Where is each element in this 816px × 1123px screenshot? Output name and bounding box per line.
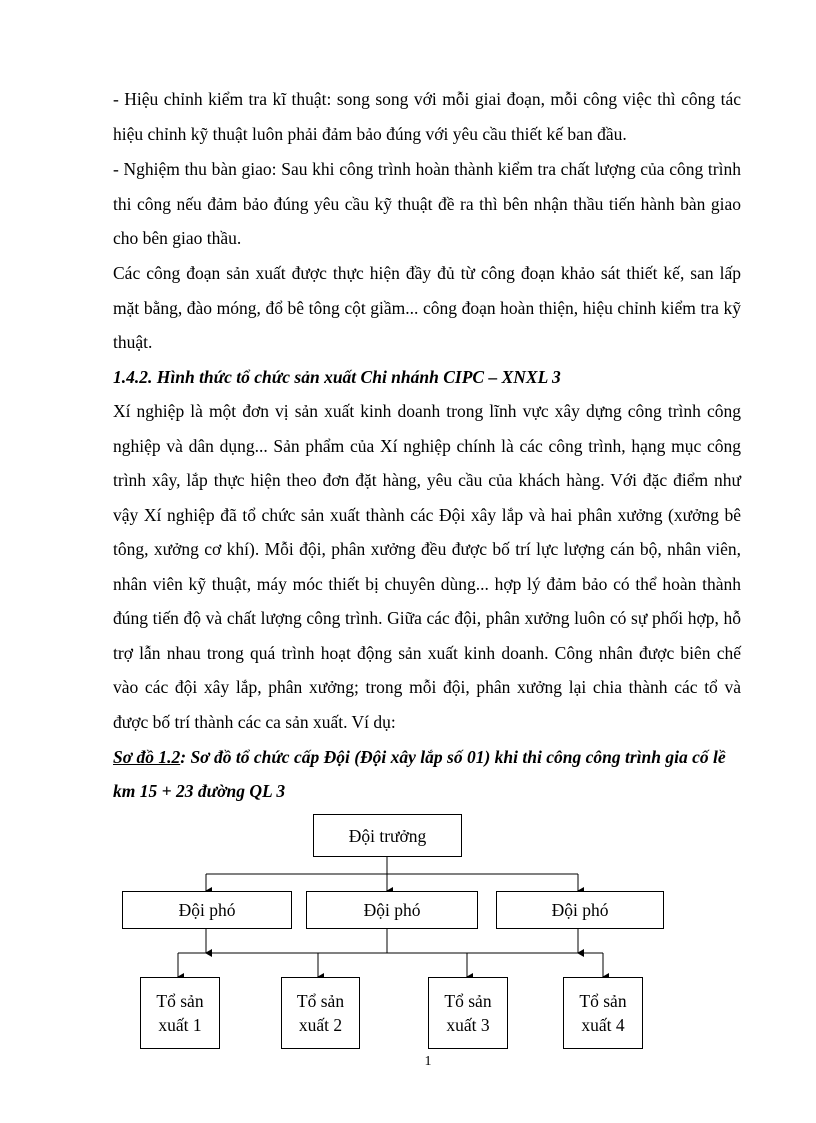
org-box-deputy-2-label: Đội phó bbox=[363, 900, 421, 920]
org-box-team-4-label: Tổ sản xuất 4 bbox=[579, 991, 627, 1035]
org-box-deputy-3-label: Đội phó bbox=[551, 900, 609, 920]
page-number: 1 bbox=[424, 1054, 432, 1069]
org-box-team-3 bbox=[428, 977, 508, 1049]
section-heading: 1.4.2. Hình thức tổ chức sản xuất Chi nhánh CIPC – XNXL 3 bbox=[113, 367, 561, 387]
org-box-team-1-label: Tổ sản xuất 1 bbox=[156, 991, 204, 1035]
org-box-deputy-3 bbox=[496, 891, 664, 929]
org-box-team-3-label: Tổ sản xuất 3 bbox=[444, 991, 492, 1035]
org-box-team-4 bbox=[563, 977, 643, 1049]
diagram-caption-text: : Sơ đồ tổ chức cấp Đội (Đội xây lắp số 01) khi thi công công trình gia cố lề km 15 + 23 đường QL 3 bbox=[113, 747, 726, 801]
org-box-team-1 bbox=[140, 977, 220, 1049]
org-box-team-leader bbox=[313, 814, 462, 857]
org-box-team-leader-label: Đội trưởng bbox=[348, 825, 427, 846]
org-box-team-2 bbox=[281, 977, 360, 1049]
paragraph-technical-adjustment: - Hiệu chỉnh kiểm tra kĩ thuật: song song với mỗi giai đoạn, mỗi công việc thì công tác hiệu chỉnh kỹ thuật luôn phải đảm bảo đúng với yêu cầu thiết kế ban đầu. bbox=[113, 89, 741, 144]
paragraph-enterprise-organization: Xí nghiệp là một đơn vị sản xuất kinh doanh trong lĩnh vực xây dựng công trình công nghiệp và dân dụng... Sản phẩm của Xí nghiệp chính là các công trình, hạng mục công trình xây, lắp thực hiện theo đơn đặt hàng, yêu cầu của khách hàng. Với đặc điểm như vậy Xí nghiệp đã tổ chức sản xuất thành các Đội xây lắp và hai phân xưởng (xưởng bê tông, xưởng cơ khí). Mỗi đội, phân xưởng đều được bố trí lực lượng cán bộ, nhân viên, nhân viên kỹ thuật, máy móc thiết bị chuyên dùng... hợp lý đảm bảo có thể hoàn thành đúng tiến độ và chất lượng công trình. Giữa các đội, phân xưởng luôn có sự phối hợp, hỗ trợ lẫn nhau trong quá trình hoạt động sản xuất kinh doanh. Công nhân được biên chế vào các đội xây lắp, phân xưởng; trong mỗi đội, phân xưởng lại chia thành các tổ và được bố trí thành các ca sản xuất. Ví dụ: bbox=[113, 401, 741, 732]
org-box-team-2-label: Tổ sản xuất 2 bbox=[296, 991, 345, 1035]
paragraph-acceptance-handover: - Nghiệm thu bàn giao: Sau khi công trình hoàn thành kiểm tra chất lượng của công trình thi công nếu đảm bảo đúng yêu cầu kỹ thuật đề ra thì bên nhận thầu tiến hành bàn giao cho bên giao thầu. bbox=[113, 159, 741, 248]
paragraph-production-stages: Các công đoạn sản xuất được thực hiện đầy đủ từ công đoạn khảo sát thiết kế, san lấp mặt bằng, đào móng, đổ bê tông cột giầm... công đoạn hoàn thiện, hiệu chỉnh kiểm tra kỹ thuật. bbox=[113, 263, 741, 352]
org-box-deputy-1 bbox=[122, 891, 292, 929]
org-box-deputy-2 bbox=[306, 891, 478, 929]
diagram-caption-label: Sơ đồ 1.2 bbox=[113, 747, 181, 767]
org-box-deputy-1-label: Đội phó bbox=[178, 900, 236, 920]
